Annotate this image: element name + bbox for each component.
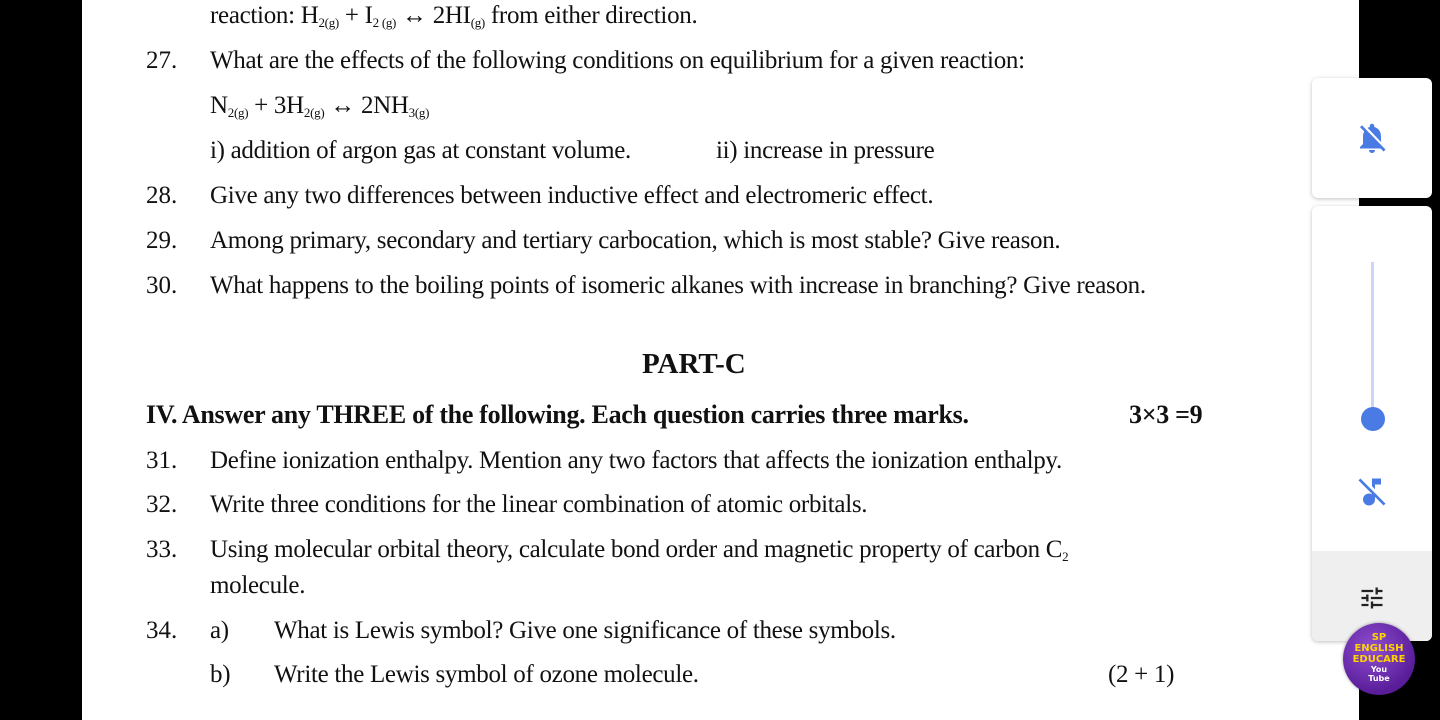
question-number: 31.	[146, 447, 178, 474]
section-marks: 3×3 =9	[1129, 400, 1203, 429]
question-text: Define ionization enthalpy. Mention any two factors that affects the ionization enthalpy.	[210, 447, 1062, 474]
option-i: i) addition of argon gas at constant volume.	[210, 137, 631, 164]
question-number: 27.	[146, 47, 178, 74]
volume-panel	[1312, 206, 1432, 641]
question-text: What happens to the boiling points of isomeric alkanes with increase in branching? Give reason.	[210, 272, 1146, 299]
subpart-text: Write the Lewis symbol of ozone molecule.	[274, 661, 699, 688]
question-marks: (2 + 1)	[1108, 661, 1175, 688]
question-text: Among primary, secondary and tertiary carbocation, which is most stable? Give reason.	[210, 227, 1061, 254]
question-text: Using molecular orbital theory, calculate bond order and magnetic property of carbon $C_2$	[210, 536, 1069, 564]
section-instruction: IV. Answer any THREE of the following. Each question carries three marks.	[146, 400, 969, 429]
equation: $N_{2(g)} + 3H_{2(g)}$ ↔ $2NH_{3(g)}$	[210, 92, 430, 120]
channel-logo: SP ENGLISH EDUCARE You Tube	[1343, 623, 1415, 695]
ringer-mode-button[interactable]	[1312, 78, 1432, 198]
part-title: PART-C	[642, 348, 746, 380]
question-number: 30.	[146, 272, 178, 299]
music-off-icon[interactable]	[1354, 474, 1390, 510]
question-number: 29.	[146, 227, 178, 254]
question-number: 33.	[146, 536, 178, 563]
question-number: 28.	[146, 182, 178, 209]
question-text-continued: molecule.	[210, 572, 306, 599]
question-text: Write three conditions for the linear combination of atomic orbitals.	[210, 491, 868, 518]
question-text: Give any two differences between inductive effect and electromeric effect.	[210, 182, 934, 209]
subpart-label: b)	[210, 661, 231, 688]
subpart-text: What is Lewis symbol? Give one significance of these symbols.	[274, 617, 896, 644]
volume-slider-track[interactable]	[1371, 262, 1374, 420]
question-text: What are the effects of the following conditions on equilibrium for a given reaction:	[210, 47, 1025, 74]
document-page	[82, 0, 1359, 720]
tune-icon[interactable]	[1358, 584, 1386, 612]
question-number: 32.	[146, 491, 178, 518]
reaction-line: reaction: $H_{2(g)} + I_{2 (g)}$ ↔ $2HI_{(g)}$ from either direction.	[210, 2, 698, 30]
notifications-off-icon	[1354, 120, 1390, 156]
question-number: 34.	[146, 617, 178, 644]
volume-slider-thumb[interactable]	[1361, 407, 1385, 431]
subpart-label: a)	[210, 617, 229, 644]
option-ii: ii) increase in pressure	[716, 137, 935, 164]
